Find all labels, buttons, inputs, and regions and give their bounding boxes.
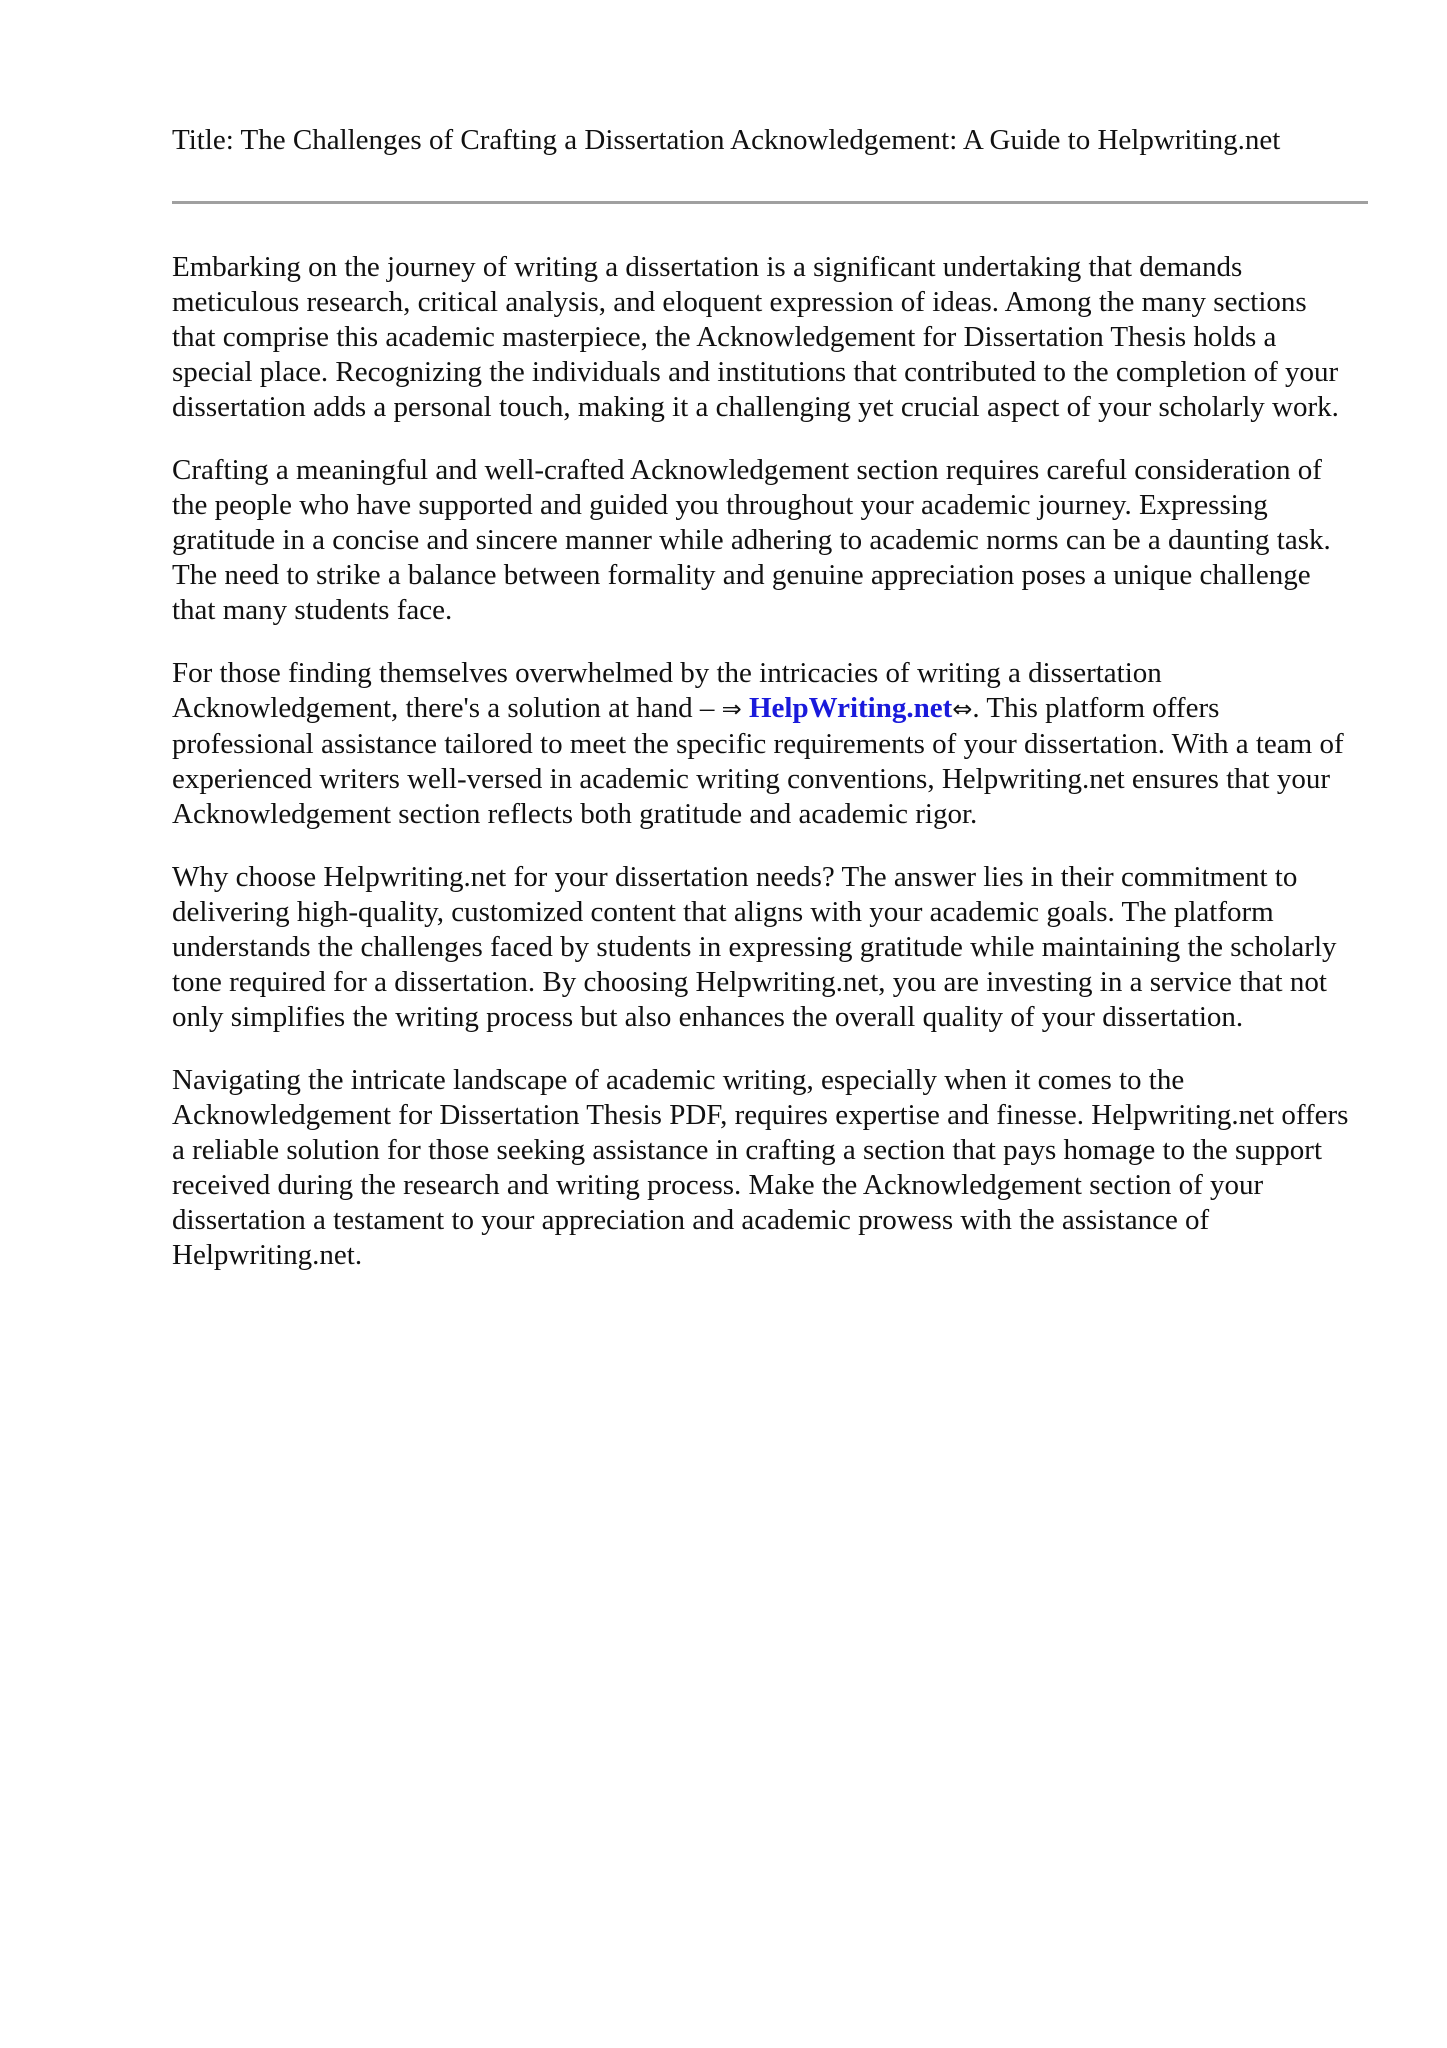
text-segment: Acknowledgement, there's a solution at hand –: [172, 692, 722, 724]
text-line: that many students face.: [172, 594, 453, 626]
left-right-double-arrow-icon: ⇔: [952, 695, 973, 723]
text-line: gratitude in a concise and sincere manner while adhering to academic norms can be a daunting task.: [172, 524, 1331, 556]
text-line: meticulous research, critical analysis, and eloquent expression of ideas. Among the many sections: [172, 286, 1307, 318]
document-title: Title: The Challenges of Crafting a Dissertation Acknowledgement: A Guide to Helpwriting.net: [172, 124, 1281, 156]
text-line: The need to strike a balance between formality and genuine appreciation poses a unique challenge: [172, 559, 1311, 591]
text-line: received during the research and writing process. Make the Acknowledgement section of your: [172, 1169, 1264, 1201]
text-line: delivering high-quality, customized content that aligns with your academic goals. The platform: [172, 896, 1274, 928]
text-line: Embarking on the journey of writing a dissertation is a significant undertaking that demands: [172, 251, 1243, 283]
text-line: professional assistance tailored to meet the specific requirements of your dissertation. With a team of: [172, 728, 1344, 760]
paragraph-navigating: [172, 1063, 1412, 1273]
text-line: a reliable solution for those seeking assistance in crafting a section that pays homage to the support: [172, 1134, 1323, 1166]
right-double-arrow-icon: ⇒: [721, 695, 742, 723]
text-line: dissertation a testament to your appreciation and academic prowess with the assistance of: [172, 1204, 1210, 1236]
paragraph-intro: [172, 250, 1412, 425]
text-line: experienced writers well-versed in academic writing conventions, Helpwriting.net ensures that your: [172, 763, 1331, 795]
text-line: understands the challenges faced by students in expressing gratitude while maintaining the scholarly: [172, 931, 1337, 963]
paragraph-why-choose: [172, 860, 1412, 1035]
document-body: [172, 250, 1412, 1301]
text-line-with-link: [172, 691, 1412, 727]
helpwriting-link[interactable]: HelpWriting.net: [749, 692, 953, 724]
text-segment: . This platform offers: [972, 692, 1220, 724]
text-line: that comprise this academic masterpiece, the Acknowledgement for Dissertation Thesis holds a: [172, 321, 1277, 353]
text-line: Crafting a meaningful and well-crafted Acknowledgement section requires careful consideration of: [172, 454, 1322, 486]
text-line: Why choose Helpwriting.net for your dissertation needs? The answer lies in their commitment to: [172, 861, 1298, 893]
paragraph-solution: [172, 656, 1412, 832]
horizontal-rule: [172, 201, 1368, 204]
text-line: tone required for a dissertation. By choosing Helpwriting.net, you are investing in a service that not: [172, 966, 1327, 998]
text-line: Helpwriting.net.: [172, 1239, 363, 1271]
text-line: Navigating the intricate landscape of academic writing, especially when it comes to the: [172, 1064, 1185, 1096]
text-line: Acknowledgement for Dissertation Thesis PDF, requires expertise and finesse. Helpwriting.net offers: [172, 1099, 1349, 1131]
paragraph-crafting: [172, 453, 1412, 628]
text-line: dissertation adds a personal touch, making it a challenging yet crucial aspect of your scholarly work.: [172, 391, 1339, 423]
text-line: only simplifies the writing process but also enhances the overall quality of your dissertation.: [172, 1001, 1244, 1033]
text-line: For those finding themselves overwhelmed by the intricacies of writing a dissertation: [172, 657, 1162, 689]
text-line: the people who have supported and guided you throughout your academic journey. Expressing: [172, 489, 1268, 521]
text-line: Acknowledgement section reflects both gratitude and academic rigor.: [172, 798, 978, 830]
text-line: special place. Recognizing the individuals and institutions that contributed to the completion of your: [172, 356, 1339, 388]
